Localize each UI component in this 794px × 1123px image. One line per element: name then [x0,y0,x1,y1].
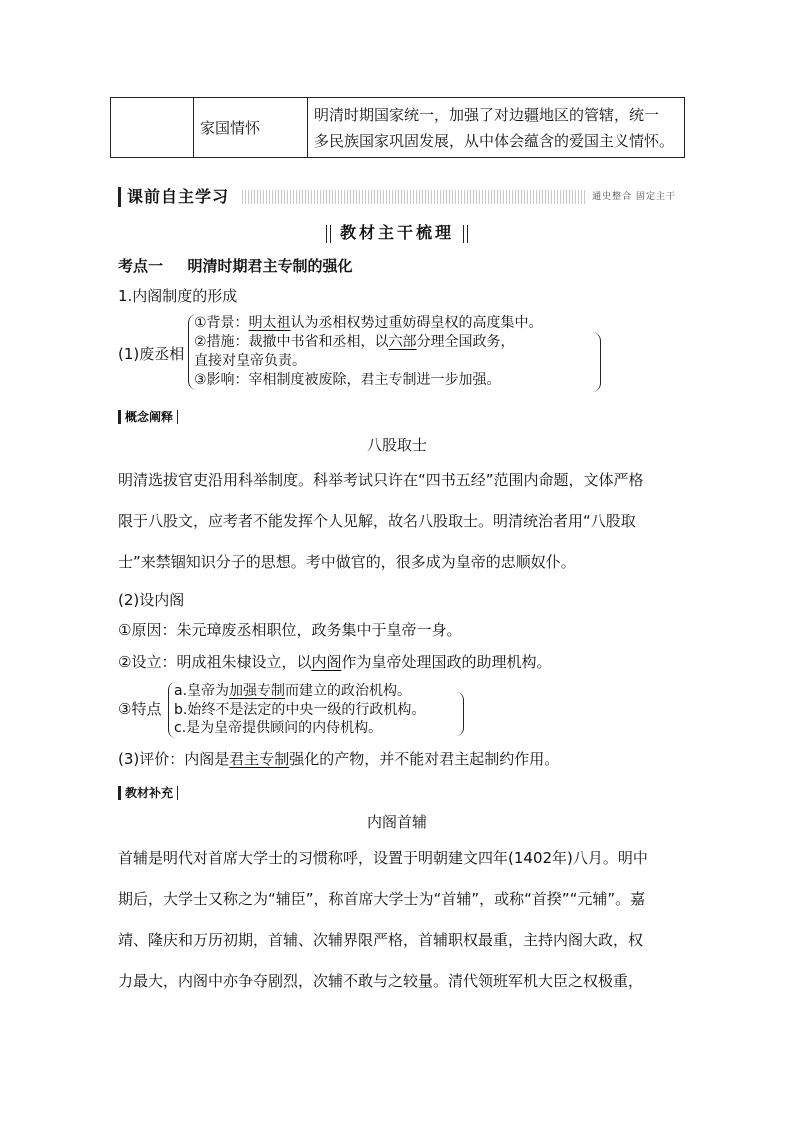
tedian-prefix: a.皇帝为 [174,683,230,699]
setup-underline: 内阁 [311,653,342,671]
kaodian-prefix: 考点一 [118,257,164,275]
paragraph-line: 士”来禁锢知识分子的思想。考中做官的，很多成为皇帝的忠顺奴仆。 [118,553,576,571]
tedian-item: c.是为皇帝提供顾问的内侍机构。 [174,720,383,736]
paragraph-line: 力最大，内阁中亦争夺剧烈，次辅不敢与之较量。清代领班军机大臣之权极重， [118,972,644,990]
table-cell-content [308,102,684,154]
concept-tag-text: 概念阐释 [118,410,178,424]
fei-item-underline: 六部 [388,334,417,350]
paragraph-line: 靖、隆庆和万历初期，首辅、次辅界限严格，首辅职权最重，主持内阁大政，权 [118,931,644,949]
fei-item [194,314,543,332]
supplement-title: 内阁首辅 [366,813,427,831]
eval-underline: 君主专制 [229,750,290,768]
concept-paragraph [118,460,678,583]
kaodian-heading [118,256,353,276]
paragraph-line: 明清选拔官吏沿用科举制度。科举考试只许在“四书五经”范围内命题，文体严格 [118,471,644,489]
shenei-setup [118,652,551,672]
tedian-suffix: 而建立的政治机构。 [285,683,412,699]
curriculum-table [110,97,685,158]
fei-item [194,333,515,351]
setup-prefix: ②设立：明成祖朱棣设立，以 [118,653,312,671]
right-brace-icon [592,332,601,392]
shenei-title: (2)设内阁 [118,591,185,609]
section-note: 通史整合 固定主干 [586,190,678,204]
section-banner [118,187,678,207]
supplement-tag [118,782,178,801]
fei-item-suffix: 认为丞相权势过重妨碍皇权的高度集中。 [290,315,543,331]
kaodian-text: 明清时期君主专制的强化 [187,257,353,275]
title-bar-right-icon [463,225,468,243]
fei-item: ③影响：宰相制度被废除，君主专制进一步加强。 [194,372,501,388]
subsection-title [0,220,794,243]
tedian-label: ③特点 [118,700,162,718]
fei-item: 直接对皇帝负责。 [194,353,306,369]
paragraph-line: 期后，大学士又称之为“辅臣”，称首席大学士为“首辅”，或称“首揆”“元辅”。嘉 [118,890,646,908]
shenei-eval [118,749,559,769]
tedian-item [174,682,411,700]
shenei-reason: ①原因：朱元璋废丞相职位，政务集中于皇帝一身。 [118,621,462,639]
concept-title: 八股取士 [366,436,427,454]
fei-item-prefix: ①背景： [194,315,249,331]
paragraph-line: 限于八股文，应考者不能发挥个人见解，故名八股取士。明清统治者用“八股取 [118,512,636,530]
fei-item-prefix: ②措施：裁撤中书省和丞相，以 [194,334,389,350]
subsection-title-text: 教材主干梳理 [339,223,454,242]
concept-tag [118,406,178,425]
tedian-right-brace-icon [456,692,464,736]
table-cell-label: 家国情怀 [194,98,308,157]
table-cell-empty [111,98,194,157]
section-title: 课前自主学习 [118,187,229,207]
table-content-line: 多民族国家巩固发展，从中体会蕴含的爱国主义情怀。 [314,132,675,150]
fei-label-text: (1)废丞相 [118,345,185,363]
eval-prefix: (3)评价：内阁是 [118,750,230,768]
supplement-tag-text: 教材补充 [118,786,178,800]
tedian-underline: 加强专制 [229,683,286,699]
eval-suffix: 强化的产物，并不能对君主起制约作用。 [289,750,560,768]
fei-item-underline: 明太祖 [248,315,291,331]
fei-label [118,344,184,364]
fei-item-suffix: 分理全国政务， [416,334,515,350]
supplement-paragraph [118,838,678,1002]
neige-title: 1.内阁制度的形成 [118,287,238,305]
title-bar-left-icon [326,225,331,243]
paragraph-line: 首辅是明代对首席大学士的习惯称呼，设置于明朝建文四年(1402年)八月。明中 [118,849,648,867]
table-content-line: 明清时期国家统一，加强了对边疆地区的管辖，统一 [314,106,660,124]
setup-suffix: 作为皇帝处理国政的助理机构。 [341,653,552,671]
tedian-item: b.始终不是法定的中央一级的行政机构。 [174,702,426,718]
